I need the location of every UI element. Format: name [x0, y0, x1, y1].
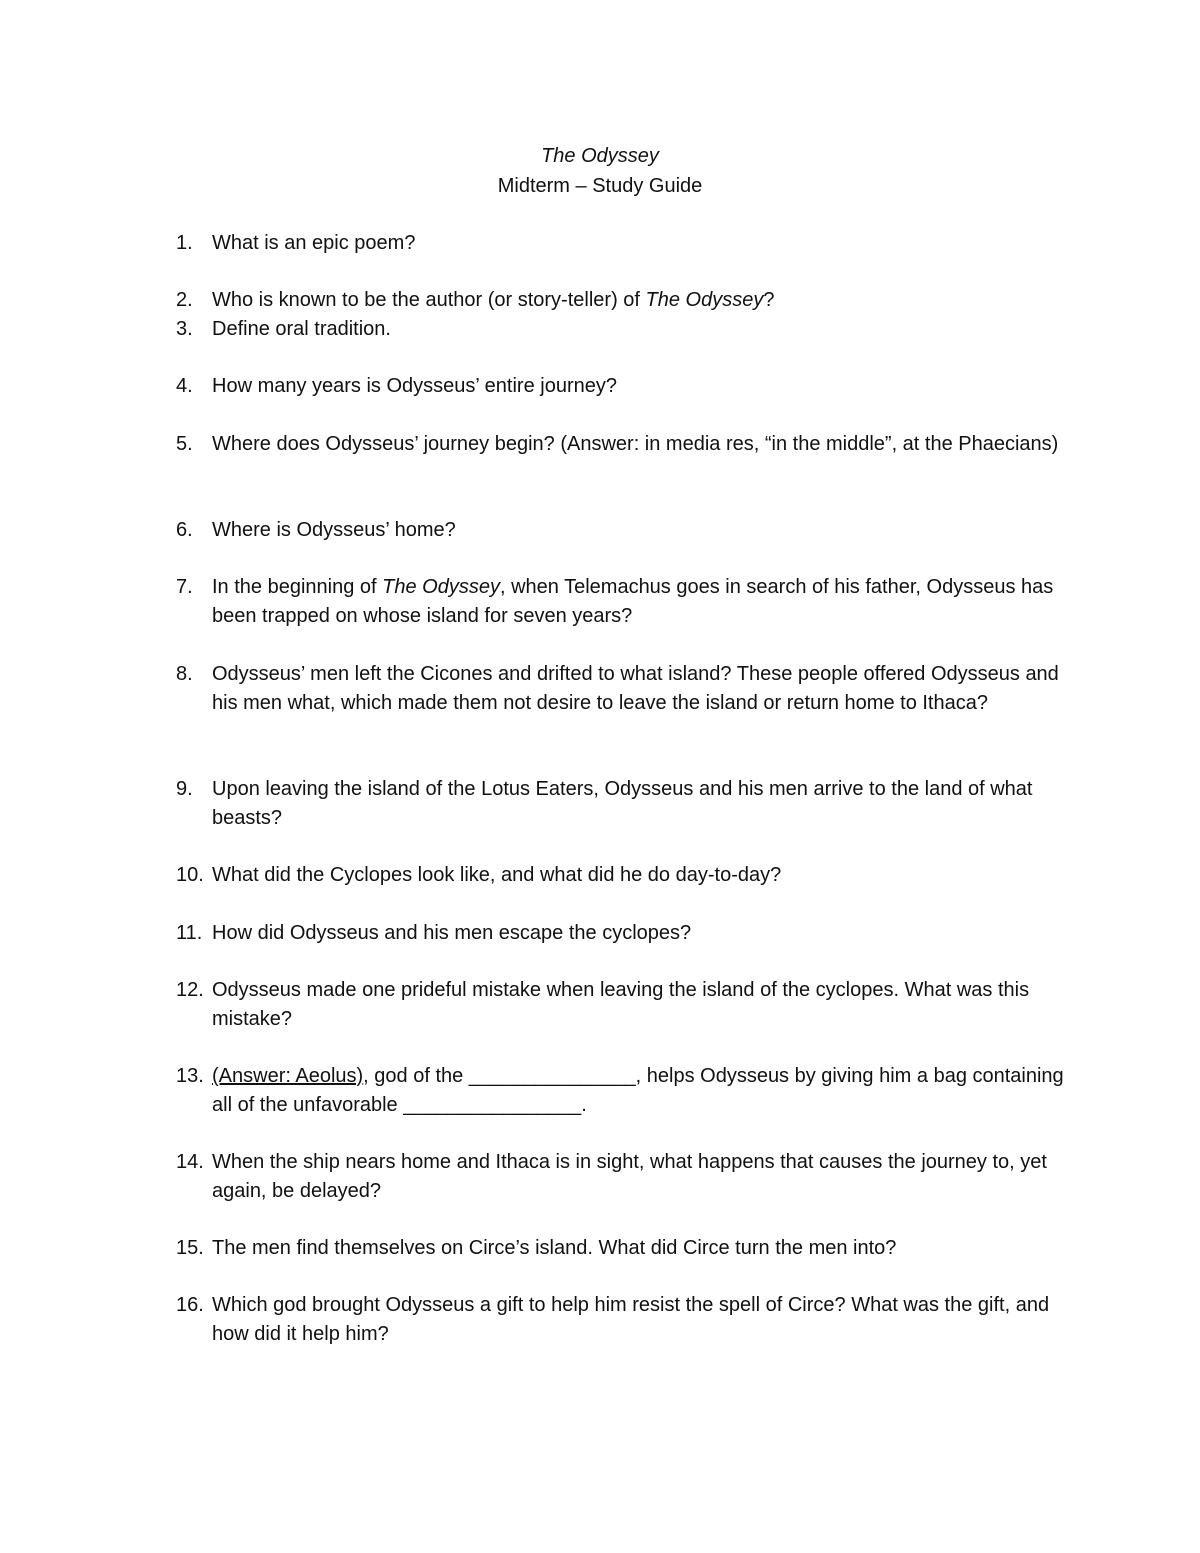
question-number: 13. [176, 1065, 204, 1087]
question-number: 14. [176, 1151, 204, 1173]
question-number: 16. [176, 1294, 204, 1316]
question-7 [176, 573, 1076, 631]
question-text: Define oral tradition. [212, 318, 391, 340]
question-text: When the ship nears home and Ithaca is in sight, what happens that causes the journey to, yet again, be delayed? [212, 1151, 1047, 1202]
question-number: 3. [176, 318, 193, 340]
question-13 [176, 1062, 1076, 1120]
question-text: Who is known to be the author (or story-teller) of The Odyssey? [212, 289, 775, 311]
question-number: 15. [176, 1237, 204, 1259]
question-text: Upon leaving the island of the Lotus Eaters, Odysseus and his men arrive to the land of what beasts? [212, 778, 1033, 829]
question-number: 2. [176, 289, 193, 311]
question-number: 5. [176, 433, 193, 455]
question-text: Where does Odysseus’ journey begin? (Answer: in media res, “in the middle”, at the Phaecians) [212, 433, 1059, 455]
question-text: (Answer: Aeolus), god of the _______________, helps Odysseus by giving him a bag containing all of the unfavorable ________________. [212, 1065, 1064, 1116]
question-1 [176, 229, 1076, 258]
question-6 [176, 516, 1076, 545]
question-8 [176, 660, 1076, 718]
question-number: 8. [176, 663, 193, 685]
question-text: The men find themselves on Circe’s island. What did Circe turn the men into? [212, 1237, 897, 1259]
question-number: 7. [176, 576, 193, 598]
question-text: In the beginning of The Odyssey, when Telemachus goes in search of his father, Odysseus has been trapped on whose island for seven years? [212, 576, 1054, 627]
question-5 [176, 430, 1076, 459]
question-text: What did the Cyclopes look like, and what did he do day-to-day? [212, 864, 782, 886]
question-number: 9. [176, 778, 193, 800]
question-10 [176, 861, 1076, 890]
question-text: How did Odysseus and his men escape the cyclopes? [212, 922, 692, 944]
underlined-answer: (Answer: Aeolus) [212, 1065, 364, 1087]
question-text: Which god brought Odysseus a gift to help him resist the spell of Circe? What was the gift, and how did it help him? [212, 1294, 1050, 1345]
question-number: 4. [176, 375, 193, 397]
document-subtitle: Midterm – Study Guide [497, 175, 703, 197]
question-text: How many years is Odysseus’ entire journey? [212, 375, 617, 397]
question-2 [176, 286, 1076, 315]
question-text: Where is Odysseus’ home? [212, 519, 456, 541]
question-text: What is an epic poem? [212, 232, 416, 254]
book-title: The Odyssey [382, 576, 500, 598]
question-16 [176, 1291, 1076, 1349]
question-number: 1. [176, 232, 193, 254]
question-3 [176, 315, 1076, 344]
question-number: 11. [176, 922, 203, 944]
question-15 [176, 1234, 1076, 1263]
question-text: Odysseus made one prideful mistake when leaving the island of the cyclopes. What was this mistake? [212, 979, 1030, 1030]
document-title: The Odyssey [541, 145, 659, 167]
question-12 [176, 976, 1076, 1034]
question-4 [176, 372, 1076, 401]
question-number: 6. [176, 519, 193, 541]
question-9 [176, 775, 1076, 833]
question-11 [176, 919, 1076, 948]
question-number: 10. [176, 864, 204, 886]
question-text: Odysseus’ men left the Cicones and drifted to what island? These people offered Odysseus and his men what, which made them not desire to leave the island or return home to Ithaca? [212, 663, 1059, 714]
question-number: 12. [176, 979, 204, 1001]
question-14 [176, 1148, 1076, 1206]
book-title: The Odyssey [645, 289, 764, 311]
